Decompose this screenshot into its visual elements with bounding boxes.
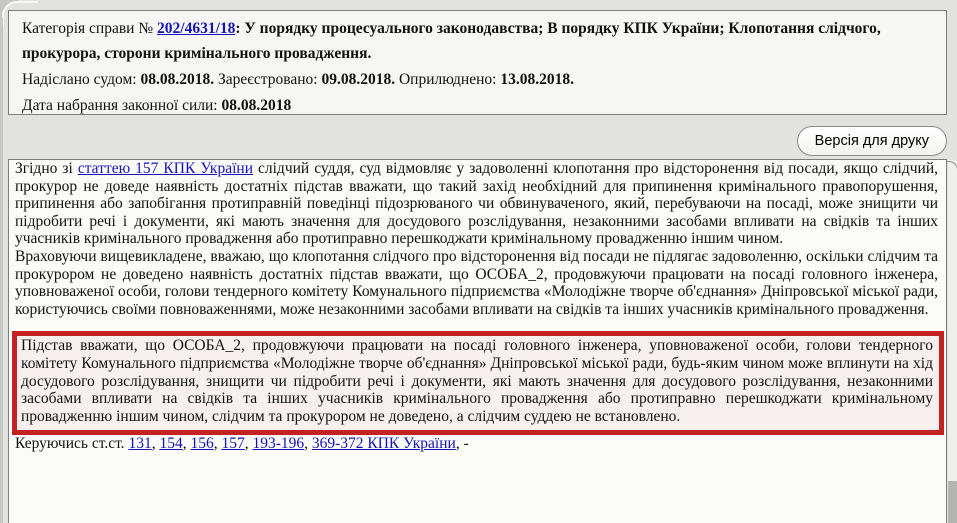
highlighted-text: Підстав вважати, що ОСОБА_2, продовжуючи працювати на посаді головного інженера, уповноваженої особи, голови тендерного комітету Комунального підприємства «Молодіжне творче об'єднання» Дніпровської міської ради, будь-яким чином може вплинути на хід досудового розслідування, знищити чи підробити речі і документи, які мають значення для досудового розслідування, незаконними засобами впливати на свідків та інших учасників кримінального провадження або протиправно перешкоджати кримінальному провадженню іншим чином, слідчим та прокурором не доведено, а слідчим суддею не встановлено. xyxy=(21,337,933,425)
print-version-button[interactable]: Версія для друку xyxy=(797,126,947,156)
case-number-link[interactable]: 202/4631/18 xyxy=(157,20,236,37)
statute-article-link[interactable]: 157 xyxy=(221,435,245,453)
statute-article-link[interactable]: 156 xyxy=(190,435,214,453)
paragraph-prefix: Згідно зі xyxy=(15,160,78,177)
closing-prefix: Керуючись ст.ст. xyxy=(15,435,129,453)
legal-force-date: 08.08.2018 xyxy=(221,97,292,114)
statute-article-link[interactable]: 154 xyxy=(159,435,183,453)
registered-label: Зареєстровано: xyxy=(217,71,318,88)
published-date: 13.08.2018. xyxy=(500,71,574,88)
legal-force-row xyxy=(22,93,933,118)
category-label: Категорія справи № xyxy=(22,20,154,37)
sent-date: 08.08.2018. xyxy=(140,71,215,88)
closing-paragraph xyxy=(15,435,938,453)
paragraph-conclusion: Враховуючи вищевикладене, вважаю, що клопотання слідчого про відсторонення від посади не підлягає задоволенню, оскільки слідчим та прокурором не доведено наявність достатніх підстав вважати, що ОСОБА_2, продовжуючи працювати на посаді головного інженера, уповноваженої особи, голови тендерного комітету Комунального підприємства «Молодіжне творче об'єднання» Дніпровської міської ради, користуючись своїми повноваженнями, може незаконними засобами впливати на свідків та інших учасників кримінального провадження. xyxy=(15,247,938,318)
panel-left-edge xyxy=(0,18,3,523)
statute-157-link[interactable]: статтею 157 КПК України xyxy=(77,160,253,177)
registered-date: 09.08.2018. xyxy=(321,71,396,88)
statute-article-link[interactable]: 193-196 xyxy=(252,435,305,453)
lower-panel-rounded-corner xyxy=(947,161,957,178)
closing-suffix: , - xyxy=(455,435,469,453)
highlighted-paragraph xyxy=(12,331,944,435)
scrollbar-thumb[interactable] xyxy=(948,481,957,523)
category-description: : У порядку процесуального законодавства; В порядку КПК України; Клопотання слідчого, прокурора, сторони кримінального провадження. xyxy=(22,20,881,62)
dates-row xyxy=(22,67,933,92)
document-panel xyxy=(8,159,947,523)
case-metadata-panel xyxy=(8,10,947,115)
paragraph-statute-basis xyxy=(15,160,938,248)
sent-label: Надіслано судом: xyxy=(22,71,137,88)
statute-article-link[interactable]: 131 xyxy=(128,435,152,453)
published-label: Оприлюднено: xyxy=(398,71,497,88)
statute-links: 131, 154, 156, 157, 193-196, 369-372 КПК України xyxy=(128,435,456,453)
statute-article-link[interactable]: 369-372 КПК України xyxy=(311,435,456,453)
category-row xyxy=(22,16,933,66)
scrollbar-track[interactable] xyxy=(948,160,957,523)
paragraph-rest: слідчий суддя, суд відмовляє у задоволенні клопотання про відсторонення від посади, якщо слідчий, прокурор не доведе наявність достатніх підстав вважати, що такий захід необхідний для припинення кримінального правопорушення, припинення або запобігання протиправній поведінці підозрюваного чи обвинуваченого, який, перебуваючи на посаді, може знищити чи підробити речі і документи, які мають значення для досудового розслідування, незаконними засобами впливати на свідків та інших учасників кримінального провадження або протиправно перешкоджати кримінальному провадженню іншим чином. xyxy=(15,160,938,248)
legal-force-label: Дата набрання законної сили: xyxy=(22,97,218,114)
